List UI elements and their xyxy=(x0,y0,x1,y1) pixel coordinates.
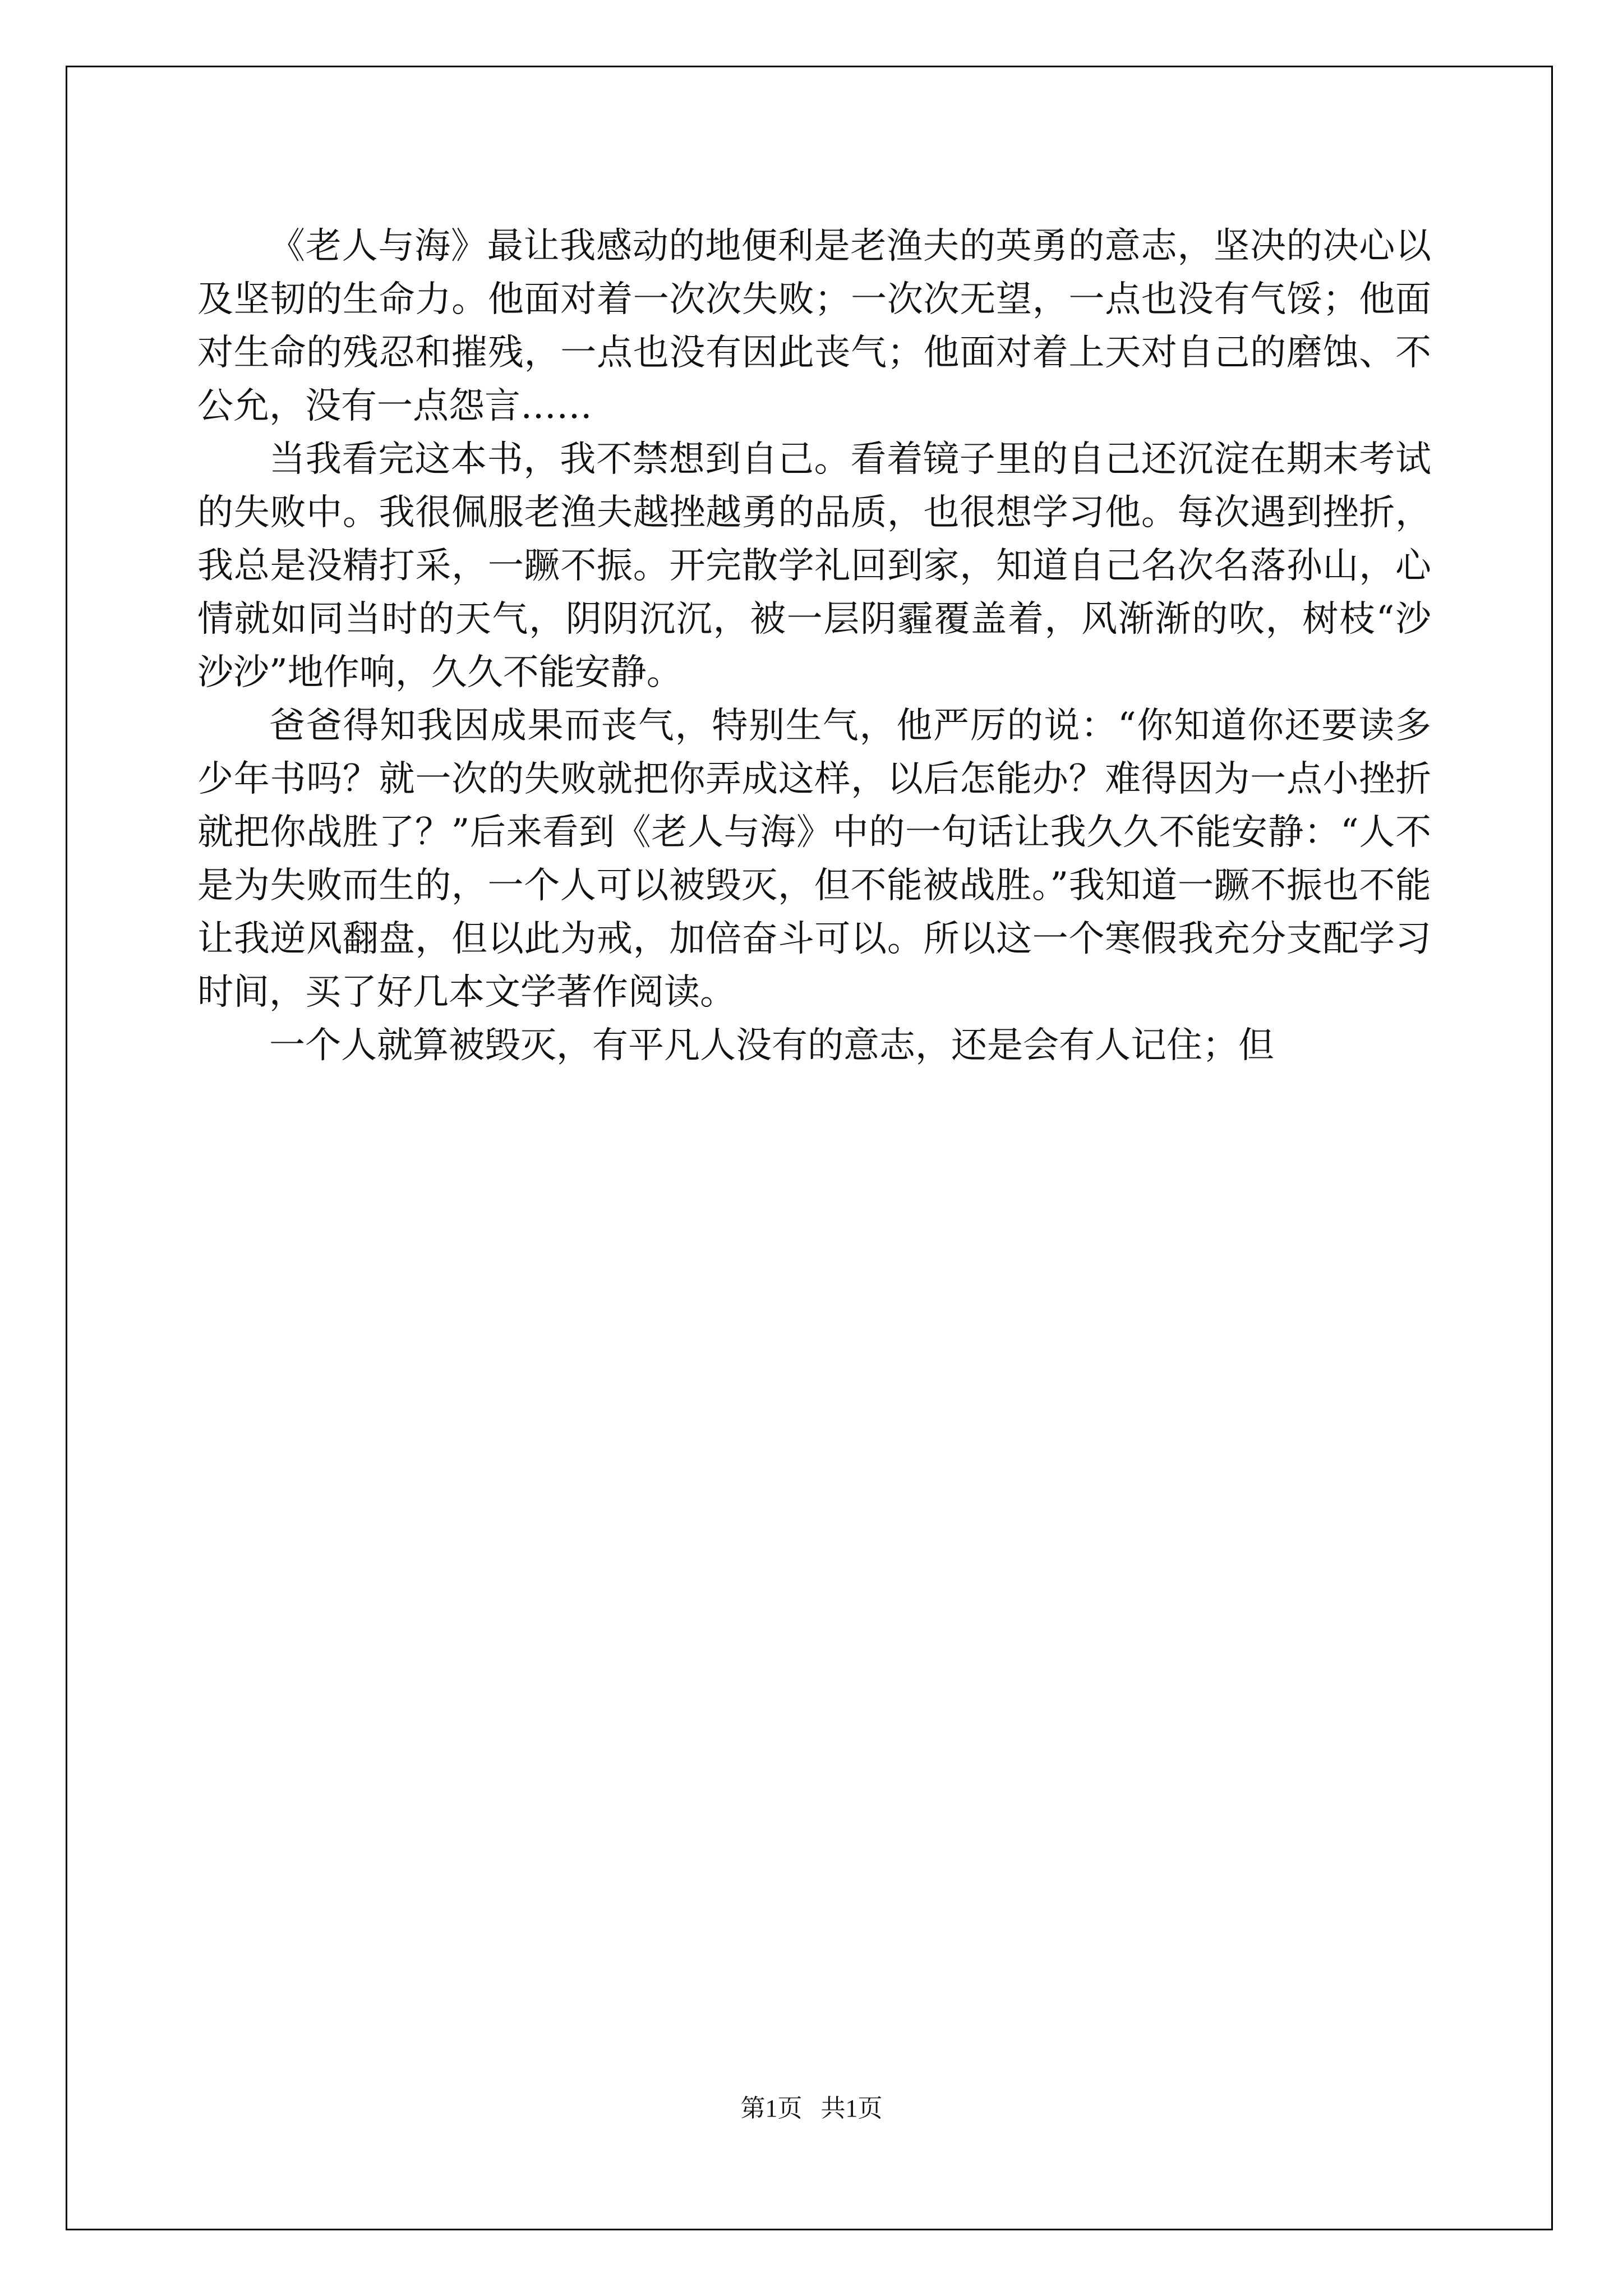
document-body xyxy=(197,220,1431,1073)
paragraph: 当我看完这本书，我不禁想到自己。看着镜子里的自己还沉淀在期末考试的失败中。我很佩服老渔夫越挫越勇的品质，也很想学习他。每次遇到挫折，我总是没精打采，一蹶不振。开完散学礼回到家，知道自己名次名落孙山，心情就如同当时的天气，阴阴沉沉，被一层阴霾覆盖着，风渐渐的吹，树枝“沙沙沙”地作响，久久不能安静。 xyxy=(197,439,1431,693)
page-footer xyxy=(0,2088,1623,2124)
paragraph: 一个人就算被毁灭，有平凡人没有的意志，还是会有人记住；但 xyxy=(269,1025,1274,1066)
paragraph: 爸爸得知我因成果而丧气，特别生气，他严厉的说：“你知道你还要读多少年书吗？就一次的失败就把你弄成这样，以后怎能办？难得因为一点小挫折就把你战胜了？”后来看到《老人与海》中的一句话让我久久不能安静：“人不是为失败而生的，一个人可以被毁灭，但不能被战胜。”我知道一蹶不振也不能让我逆风翻盘，但以此为戒，加倍奋斗可以。所以这一个寒假我充分支配学习时间，买了好几本文学著作阅读。 xyxy=(197,705,1431,1013)
page-total: 共1页 xyxy=(820,2095,883,2122)
page-number: 第1页 xyxy=(740,2095,803,2122)
paragraph: 《老人与海》最让我感动的地便利是老渔夫的英勇的意志，坚决的决心以及坚韧的生命力。他面对着一次次失败；一次次无望，一点也没有气馁；他面对生命的残忍和摧残，一点也没有因此丧气；他面对着上天对自己的磨蚀、不公允，没有一点怨言…… xyxy=(197,226,1431,427)
